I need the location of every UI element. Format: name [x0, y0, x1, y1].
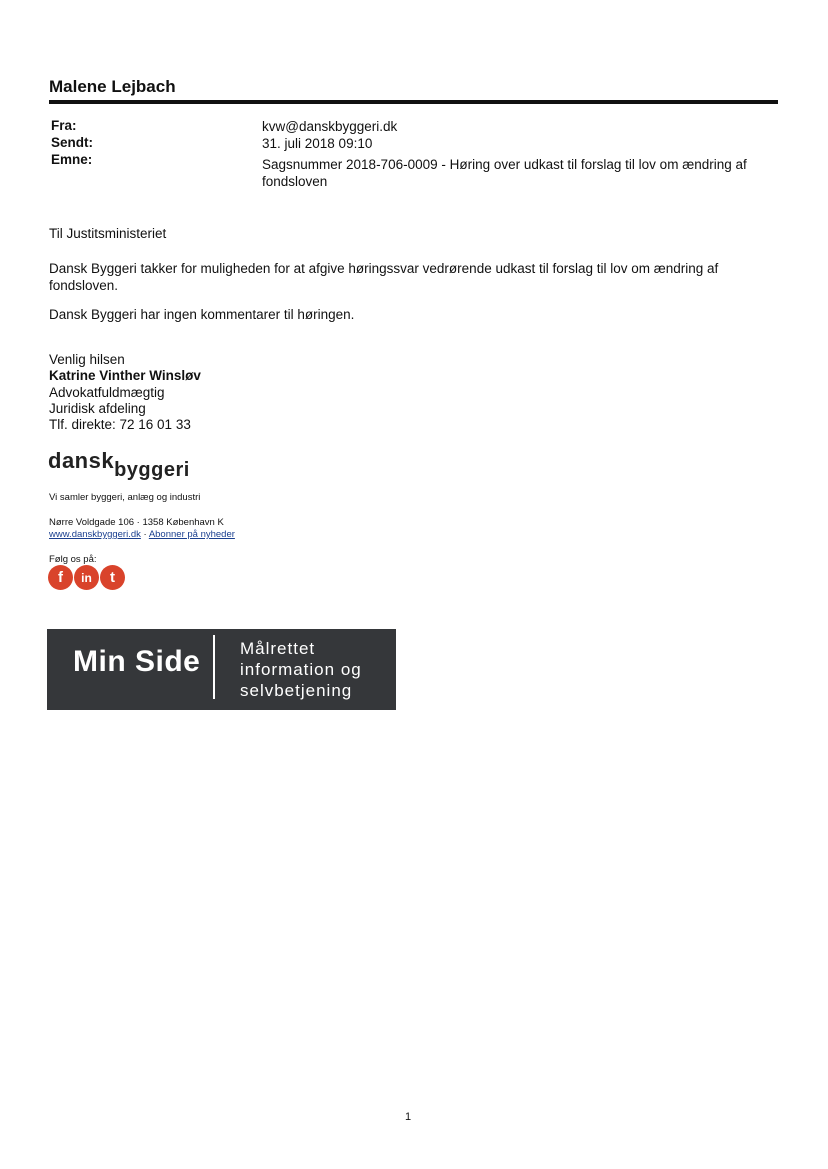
greeting: Til Justitsministeriet [49, 226, 167, 241]
banner-divider [213, 635, 215, 699]
linkedin-icon[interactable]: in [74, 565, 99, 590]
website-link[interactable]: www.danskbyggeri.dk [49, 529, 141, 540]
sent-value: 31. juli 2018 09:10 [262, 136, 373, 151]
link-separator: · [140, 529, 149, 540]
body-paragraph-1: Dansk Byggeri takker for muligheden for at afgive høringssvar vedrørende udkast til forslag til lov om ændring af fondsloven. [49, 261, 719, 293]
company-address: Nørre Voldgade 106 · 1358 København K [49, 517, 224, 528]
facebook-icon[interactable]: f [48, 565, 73, 590]
newsletter-link[interactable]: Abonner på nyheder [148, 529, 235, 540]
signature-phone: Tlf. direkte: 72 16 01 33 [49, 417, 191, 433]
company-tagline: Vi samler byggeri, anlæg og industri [49, 492, 201, 503]
signature-closing: Venlig hilsen [49, 352, 125, 367]
from-label: Fra: [51, 118, 77, 133]
body-paragraph-2: Dansk Byggeri har ingen kommentarer til høringen. [49, 307, 355, 322]
sent-label: Sendt: [51, 135, 93, 150]
min-side-banner[interactable] [47, 629, 396, 710]
banner-line-3: selvbetjening [240, 681, 353, 700]
company-address-block [49, 517, 235, 541]
logo-part-byggeri: byggeri [114, 459, 190, 481]
banner-title: Min Side [73, 645, 201, 678]
signature-name: Katrine Vinther Winsløv [49, 368, 201, 384]
sender-name: Malene Lejbach [49, 77, 176, 96]
subject-value: Sagsnummer 2018-706-0009 - Høring over udkast til forslag til lov om ændring af fondsloven [262, 157, 747, 189]
signature-title: Advokatfuldmægtig [49, 384, 165, 400]
logo-part-dansk: dansk [48, 448, 115, 473]
page-number: 1 [405, 1111, 412, 1123]
twitter-icon[interactable]: t [100, 565, 125, 590]
from-value: kvw@danskbyggeri.dk [262, 119, 398, 134]
follow-label: Følg os på: [49, 554, 97, 565]
subject-label: Emne: [51, 152, 93, 167]
banner-description [240, 638, 362, 701]
social-icons [48, 565, 125, 590]
banner-line-2: information og [240, 660, 362, 679]
signature [49, 352, 201, 433]
dansk-byggeri-logo [48, 448, 190, 481]
header-rule [49, 100, 778, 104]
banner-line-1: Målrettet [240, 639, 316, 658]
signature-department: Juridisk afdeling [49, 400, 146, 416]
